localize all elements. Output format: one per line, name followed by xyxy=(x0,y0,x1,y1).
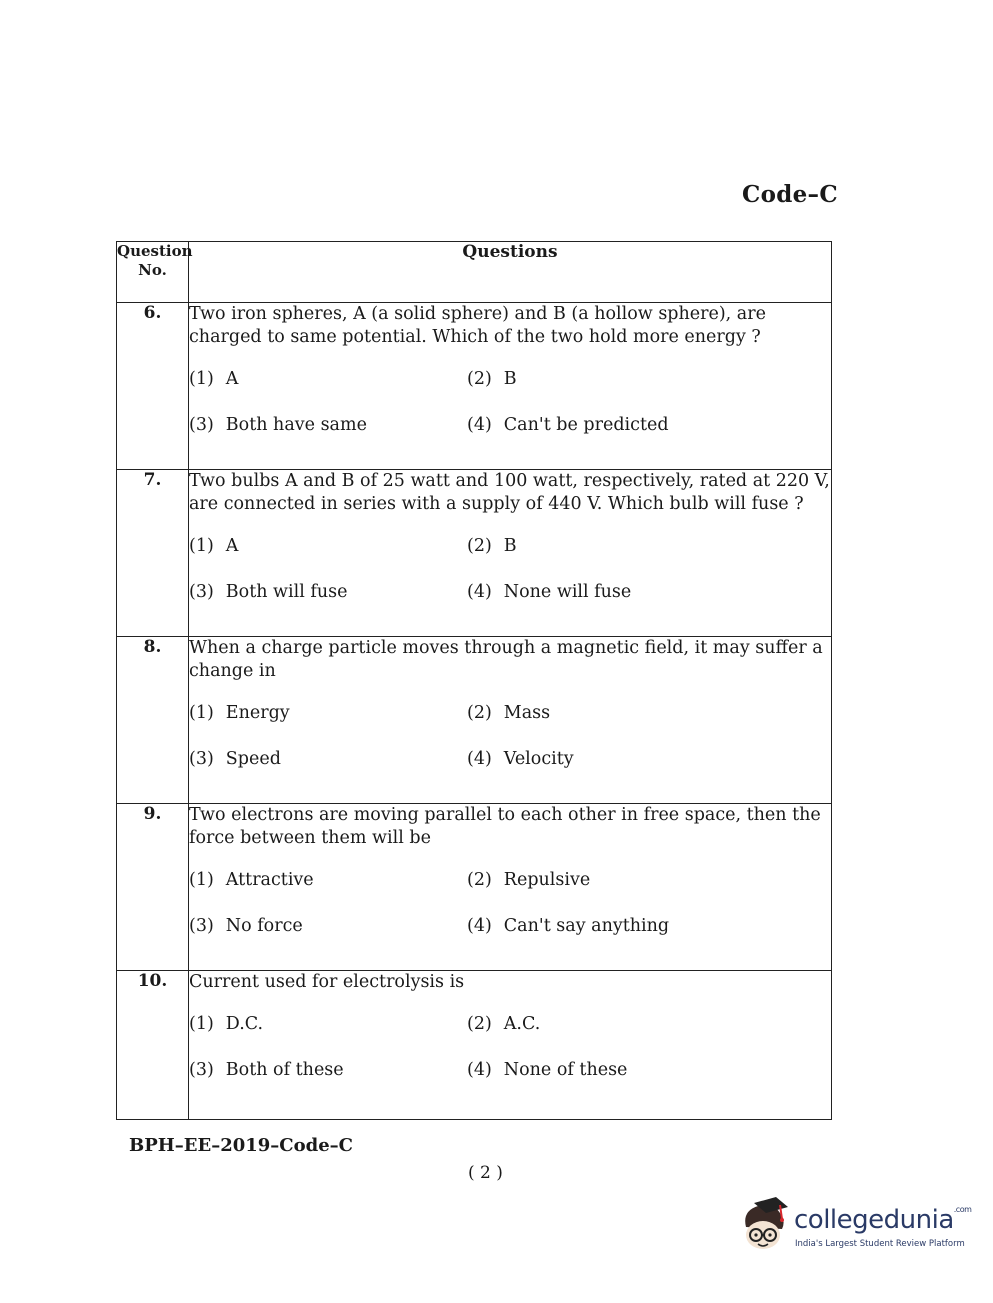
option-text: D.C. xyxy=(225,1014,264,1034)
question-number-header-line2: No. xyxy=(138,261,167,279)
question-number-header-line1: Question xyxy=(117,242,193,260)
options-grid xyxy=(189,1008,831,1100)
option-text: Attractive xyxy=(225,870,314,890)
option-4 xyxy=(467,409,831,455)
option-number: (2) xyxy=(467,1014,492,1034)
option-2 xyxy=(467,864,831,910)
option-1 xyxy=(189,697,467,743)
option-2 xyxy=(467,697,831,743)
option-number: (3) xyxy=(189,415,214,435)
option-number: (1) xyxy=(189,536,214,556)
question-stem: Two bulbs A and B of 25 watt and 100 watt, respectively, rated at 220 V, are connected in series with a supply of 440 V. Which bulb will fuse ? xyxy=(189,471,830,514)
question-stem: When a charge particle moves through a magnetic field, it may suffer a change in xyxy=(189,638,823,681)
option-2 xyxy=(467,363,831,409)
collegedunia-watermark-logo xyxy=(736,1197,972,1259)
option-text: None will fuse xyxy=(503,582,632,602)
footer-paper-code: BPH–EE–2019–Code–C xyxy=(129,1135,353,1156)
option-2 xyxy=(467,1008,831,1054)
option-number: (1) xyxy=(189,870,214,890)
option-text: Energy xyxy=(225,703,290,723)
brand-text: collegedunia xyxy=(794,1205,954,1235)
option-number: (4) xyxy=(467,749,492,769)
option-number: (1) xyxy=(189,1014,214,1034)
option-number: (2) xyxy=(467,369,492,389)
mascot-icon xyxy=(736,1197,794,1259)
options-grid xyxy=(189,363,831,455)
option-1 xyxy=(189,530,467,576)
option-number: (2) xyxy=(467,870,492,890)
question-stem: Current used for electrolysis is xyxy=(189,972,465,992)
option-number: (4) xyxy=(467,1060,492,1080)
option-text: Can't be predicted xyxy=(503,415,669,435)
question-row-9 xyxy=(117,804,832,971)
options-grid xyxy=(189,697,831,789)
question-number-column-header xyxy=(117,242,193,303)
option-text: Both of these xyxy=(225,1060,344,1080)
option-text: Mass xyxy=(503,703,551,723)
brand-name xyxy=(794,1205,971,1235)
option-3 xyxy=(189,409,467,455)
option-text: Velocity xyxy=(503,749,574,769)
option-text: A xyxy=(225,536,239,556)
option-text: Both will fuse xyxy=(225,582,348,602)
options-grid xyxy=(189,864,831,956)
option-3 xyxy=(189,743,467,789)
option-text: Both have same xyxy=(225,415,367,435)
question-row-7 xyxy=(117,470,832,637)
option-4 xyxy=(467,576,831,622)
option-number: (2) xyxy=(467,703,492,723)
question-row-10 xyxy=(117,971,832,1120)
option-number: (1) xyxy=(189,369,214,389)
question-body xyxy=(189,971,832,1120)
question-number: 7. xyxy=(117,470,189,637)
option-text: Speed xyxy=(225,749,281,769)
questions-table xyxy=(116,241,832,1120)
brand-suffix: .com xyxy=(953,1205,972,1214)
question-number: 9. xyxy=(117,804,189,971)
question-stem: Two iron spheres, A (a solid sphere) and B (a hollow sphere), are charged to same potential. Which of the two hold more energy ? xyxy=(189,304,766,347)
brand-tagline: India's Largest Student Review Platform xyxy=(795,1239,965,1249)
option-number: (4) xyxy=(467,582,492,602)
question-stem: Two electrons are moving parallel to each other in free space, then the force between them will be xyxy=(189,805,821,848)
option-number: (3) xyxy=(189,916,214,936)
question-body xyxy=(189,470,832,637)
option-3 xyxy=(189,910,467,956)
question-body xyxy=(189,637,832,804)
question-body xyxy=(189,303,832,470)
question-body xyxy=(189,804,832,971)
question-row-8 xyxy=(117,637,832,804)
question-number: 10. xyxy=(117,971,189,1120)
question-number: 8. xyxy=(117,637,189,804)
option-text: A xyxy=(225,369,239,389)
question-number: 6. xyxy=(117,303,189,470)
option-number: (3) xyxy=(189,1060,214,1080)
option-text: None of these xyxy=(503,1060,628,1080)
option-1 xyxy=(189,864,467,910)
option-3 xyxy=(189,1054,467,1100)
option-3 xyxy=(189,576,467,622)
option-number: (4) xyxy=(467,415,492,435)
question-row-6 xyxy=(117,303,832,470)
option-number: (2) xyxy=(467,536,492,556)
paper-code-header: Code–C xyxy=(742,181,838,208)
option-text: No force xyxy=(225,916,303,936)
option-4 xyxy=(467,743,831,789)
option-number: (3) xyxy=(189,582,214,602)
questions-column-header: Questions xyxy=(189,242,832,303)
option-number: (3) xyxy=(189,749,214,769)
option-text: A.C. xyxy=(503,1014,541,1034)
option-2 xyxy=(467,530,831,576)
option-text: B xyxy=(503,536,517,556)
page-number: ( 2 ) xyxy=(468,1163,503,1183)
options-grid xyxy=(189,530,831,622)
option-1 xyxy=(189,1008,467,1054)
option-number: (1) xyxy=(189,703,214,723)
option-4 xyxy=(467,910,831,956)
option-text: Can't say anything xyxy=(503,916,670,936)
option-text: Repulsive xyxy=(503,870,591,890)
option-text: B xyxy=(503,369,517,389)
option-1 xyxy=(189,363,467,409)
option-4 xyxy=(467,1054,831,1100)
option-number: (4) xyxy=(467,916,492,936)
